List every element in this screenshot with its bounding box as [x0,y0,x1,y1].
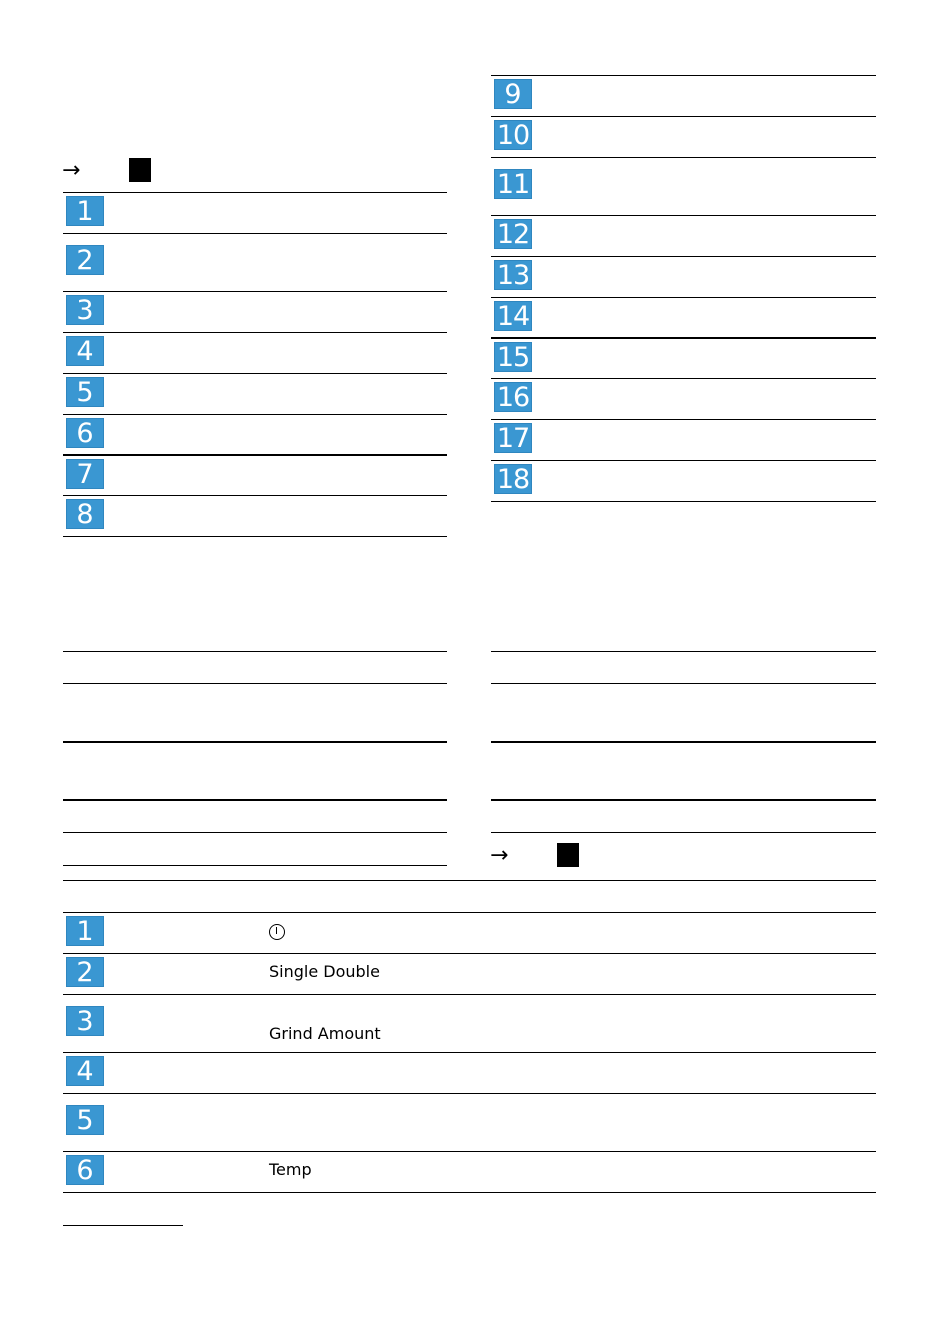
table-rule [491,651,876,652]
table-rule [63,953,876,954]
black-square-icon [129,158,151,182]
number-badge-4: 4 [66,336,104,366]
table-rule [63,741,447,743]
table-rule [63,536,447,537]
number-badge-11: 11 [494,169,532,199]
number-badge-3: 3 [66,1006,104,1036]
table-rule [491,215,876,216]
table-rule [63,683,447,684]
table-rule [63,332,447,333]
table-rule [63,291,447,292]
single-double-label: Single Double [269,962,380,981]
table-rule [63,912,876,913]
table-rule [63,799,447,801]
table-rule [491,297,876,298]
table-rule [63,651,447,652]
number-badge-13: 13 [494,260,532,290]
table-rule [63,1052,876,1053]
temp-label: Temp [269,1160,312,1179]
number-badge-14: 14 [494,301,532,331]
number-badge-12: 12 [494,219,532,249]
black-square-icon [557,843,579,867]
table-rule [63,414,447,415]
table-rule [491,683,876,684]
table-rule [63,373,447,374]
table-rule [63,832,447,833]
number-badge-6: 6 [66,1155,104,1185]
table-rule [491,75,876,76]
table-rule [491,741,876,743]
table-rule [63,1151,876,1152]
table-rule [63,233,447,234]
table-rule [63,192,447,193]
table-rule [491,337,876,339]
table-rule [491,378,876,379]
arrow-icon: → [62,158,81,183]
table-rule [491,460,876,461]
table-rule [63,994,876,995]
table-rule [63,880,876,881]
arrow-icon: → [490,843,509,868]
number-badge-9: 9 [494,79,532,109]
number-badge-17: 17 [494,423,532,453]
number-badge-1: 1 [66,196,104,226]
table-rule [491,116,876,117]
table-rule [63,1192,876,1193]
number-badge-5: 5 [66,377,104,407]
number-badge-6: 6 [66,418,104,448]
number-badge-2: 2 [66,957,104,987]
table-rule [491,256,876,257]
table-rule [491,501,876,502]
number-badge-10: 10 [494,120,532,150]
table-rule [491,419,876,420]
number-badge-15: 15 [494,342,532,372]
table-rule [63,1093,876,1094]
number-badge-4: 4 [66,1056,104,1086]
power-icon [269,924,285,940]
number-badge-2: 2 [66,245,104,275]
number-badge-16: 16 [494,382,532,412]
number-badge-8: 8 [66,499,104,529]
number-badge-1: 1 [66,916,104,946]
table-rule [491,832,876,833]
table-rule [63,454,447,456]
table-rule [491,799,876,801]
number-badge-7: 7 [66,459,104,489]
table-rule [491,157,876,158]
table-rule [63,495,447,496]
grind-amount-label: Grind Amount [269,1024,381,1043]
number-badge-3: 3 [66,295,104,325]
footnote-rule [63,1225,183,1226]
number-badge-5: 5 [66,1105,104,1135]
number-badge-18: 18 [494,464,532,494]
table-rule [63,865,447,866]
